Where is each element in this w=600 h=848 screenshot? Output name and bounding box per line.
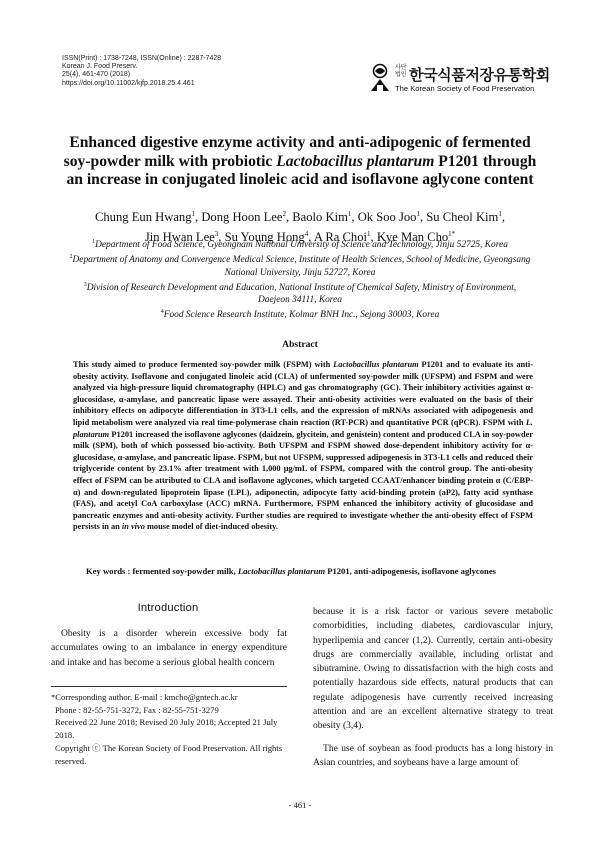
- abstract-body: [73, 359, 533, 533]
- author-name: Dong Hoon Lee: [201, 210, 283, 225]
- society-header: [368, 63, 568, 97]
- author-sup: 1: [367, 229, 371, 238]
- society-name-korean: 한국식품저장유통학회: [409, 67, 550, 84]
- author-name: Su Young Hong: [224, 229, 305, 244]
- author-name: Chung Eun Hwang: [94, 210, 192, 225]
- author-sup: 3: [214, 229, 219, 238]
- author-sup: 1: [347, 210, 352, 218]
- author-name: A Ra Choi: [313, 229, 368, 244]
- right-column: [313, 605, 553, 770]
- received-dates: Received 22 June 2018; Revised 20 July 2018; Accepted 21 July 2018.: [55, 717, 278, 741]
- affil-text: Department of Anatomy and Convergence Medical Science, Institute of Health Sciences, School of Medicine, Gyeongsang: [72, 255, 531, 266]
- footnote: [51, 691, 287, 767]
- intro-paragraph: The use of soybean as food products has a long history in Asian countries, and soybeans have a large amount of: [313, 742, 553, 768]
- abstract-text: P1201 increased the isoflavone aglycones (daidzein, glycitein, and genistein) content and produced CLA in soy-powder milk (SPM), both of which possessed bio-activity. Both UFSPM and FSPM showed dose-dependent inhibitory activity for α-glucosidase, α-amylase, and pancreatic lipase. FSPM, but not UFSPM, suppressed adipogenesis in 3T3-L1 cells and reduced their triglyceride content by 23.1% after treatment with 1,000 μg/mL of FSPM, compared with the control group. The anti-obesity effect of FSPM can be attributed to CLA and isoflavone aglycones, which targeted CCAAT/enhancer binding protein α (C/EBP-α) and down-regulated lipoprotein lipase (LPL), adiponectin, adipocyte fatty acid-binding protein (aP2), fatty acid synthase (FAS), and acetyl CoA carboxylase (ACC) mRNA. Furthermore, FSPM enhanced the inhibitory activity of glucosidase and pancreatic enzymes and anti-obesity activity. Further studies are required to investigate whether the anti-obesity effect of FSPM persists in an: [73, 429, 533, 532]
- affil-sup: 2: [69, 254, 73, 261]
- society-name-english: The Korean Society of Food Preservation: [395, 84, 535, 93]
- title-line-2: [30, 153, 570, 172]
- affiliation-2: [46, 251, 554, 266]
- affiliation-3-cont: Daejeon 34111, Korea: [258, 295, 342, 306]
- issn-line: ISSN(Print) : 1738-7248, ISSN(Online) : 2287-7428: [62, 55, 222, 62]
- page-number: - 461 -: [288, 800, 312, 810]
- doi-link[interactable]: https://doi.org/10.11002/kjfp.2018.25.4.461: [62, 79, 195, 87]
- abstract-term: in vivo: [121, 522, 145, 532]
- affil-sup: 4: [160, 309, 164, 316]
- affiliation-1: [46, 236, 554, 251]
- title-line-3: an increase in conjugated linoleic acid and isoflavone aglycone content: [66, 171, 534, 189]
- author-sup: 2: [282, 210, 286, 218]
- affil-sup: 1: [92, 239, 96, 245]
- abstract-species: Lactobacillus plantarum: [333, 360, 419, 369]
- author-name: Su Cheol Kim: [426, 210, 499, 225]
- contact-phone: Phone : 82-55-751-3272, Fax : 82-55-751-3279: [55, 704, 219, 715]
- keywords: [86, 566, 536, 576]
- abstract-heading: Abstract: [282, 339, 318, 350]
- author-name: Jin Hwan Lee: [144, 229, 215, 244]
- copyright: Copyright ⓒ The Korean Society of Food Preservation. All rights reserved.: [55, 742, 283, 766]
- affiliations: [46, 236, 554, 322]
- journal-metadata: [62, 55, 312, 88]
- keyword-text: fermented soy-powder milk,: [132, 566, 238, 576]
- affiliation-2-cont: National University, Jinju 52727, Korea: [224, 267, 376, 278]
- abstract-text: This study aimed to produce fermented soy-powder milk (FSPM) with: [73, 360, 334, 369]
- society-tag: 사단 법인: [395, 65, 407, 78]
- author-line-1: Chung Eun Hwang$^1$, Dong Hoon Lee$^2$, Baolo Kim$^1$, Ok Soo Joo$^1$, Su Cheol Kim$^1$,: [94, 210, 505, 225]
- author-name: Ok Soo Joo: [357, 210, 417, 225]
- author-sup: 1: [498, 210, 502, 218]
- abstract-text: mouse model of diet-induced obesity.: [144, 522, 278, 532]
- paper-title: [30, 134, 570, 190]
- left-column: [51, 627, 287, 670]
- affil-text: Division of Research Development and Education, National Institute of Chemical Safety, Ministry of Environment,: [86, 282, 517, 293]
- author-sup: 1: [191, 210, 196, 218]
- footnote-divider: [51, 686, 287, 687]
- keywords-label: Key words :: [86, 566, 133, 576]
- title-text: soy-powder milk with probiotic: [63, 152, 277, 170]
- author-sup: 1: [416, 210, 420, 218]
- author-name: Baolo Kim: [292, 210, 348, 225]
- corresponding-author: *Corresponding author. E-mail : kmcho@gntech.ac.kr: [51, 692, 238, 702]
- intro-paragraph: Obesity is a disorder wherein excessive body fat accumulates owing to an imbalance in energy expenditure and intake and has become a serious global health concern: [51, 628, 287, 668]
- author-sup: 4: [304, 229, 309, 238]
- affil-text: Department of Food Science, Gyeongnam National University of Science and Technology, Jinju 52725, Korea: [95, 240, 508, 251]
- author-line-2: Jin Hwan Lee$^3$, Su Young Hong$^4$, A Ra Choi$^1$, Kye Man Cho$^{1*}$: [144, 229, 456, 244]
- title-species: Lactobacillus plantarum: [276, 152, 435, 170]
- abstract-species: L. plantarum: [73, 417, 533, 439]
- affiliation-3: [46, 279, 554, 294]
- keyword-species: Lactobacillus plantarum: [237, 566, 326, 576]
- title-text: P1201 through: [434, 152, 537, 170]
- section-heading-introduction: Introduction: [137, 602, 199, 614]
- abstract-text: P1201 and to evaluate its anti-obesity activity. Isoflavone and conjugated linoleic acid (CLA) of unfermented soy-powder milk (UFSPM) and FSPM and were analyzed via high-pressure liquid chromatography (HPLC) and gas chromatography (GC). Their inhibitory activities against α-glucosidase, α-amylase, and pancreatic lipase were assayed. Their anti-obesity activities were evaluated on the basis of their inhibitory effects on adipocyte differentiation in 3T3-L1 cells, and the expression of mRNAs associated with adipogenesis and lipid metabolism were analyzed via real time-polymerase chain reaction (RT-PCR) and quantitative PCR (qPCR). FSPM with: [73, 360, 534, 427]
- author-name: Kye Man Cho: [376, 229, 449, 244]
- intro-paragraph: because it is a risk factor or various severe metabolic comorbidities, including diabetes, cardiovascular injury, hyperlipemia and cancer (1,2). Currently, certain anti-obesity drugs are commercially available, including orlistat and sibutramine. Owing to dissatisfaction with the high costs and potentially hazardous side effects, natural products that can regulate adipogenesis have currently received increasing attention and are an excellent alternative strategy to treat obesity (3,4).: [313, 606, 553, 732]
- title-line-1: Enhanced digestive enzyme activity and anti-adipogenic of fermented: [69, 134, 531, 151]
- affiliation-4: [46, 306, 554, 321]
- volume-info: 25(4), 461-470 (2018): [62, 71, 131, 79]
- keyword-text: P1201, anti-adipogenesis, isoflavone aglycones: [325, 566, 496, 576]
- author-sup: 1*: [448, 229, 456, 238]
- society-logo-icon: [368, 63, 392, 93]
- journal-name: Korean J. Food Preserv.: [62, 63, 138, 71]
- affil-text: Food Science Research Institute, Kolmar BNH Inc., Sejong 30003, Korea: [163, 310, 440, 321]
- affil-sup: 3: [83, 281, 87, 288]
